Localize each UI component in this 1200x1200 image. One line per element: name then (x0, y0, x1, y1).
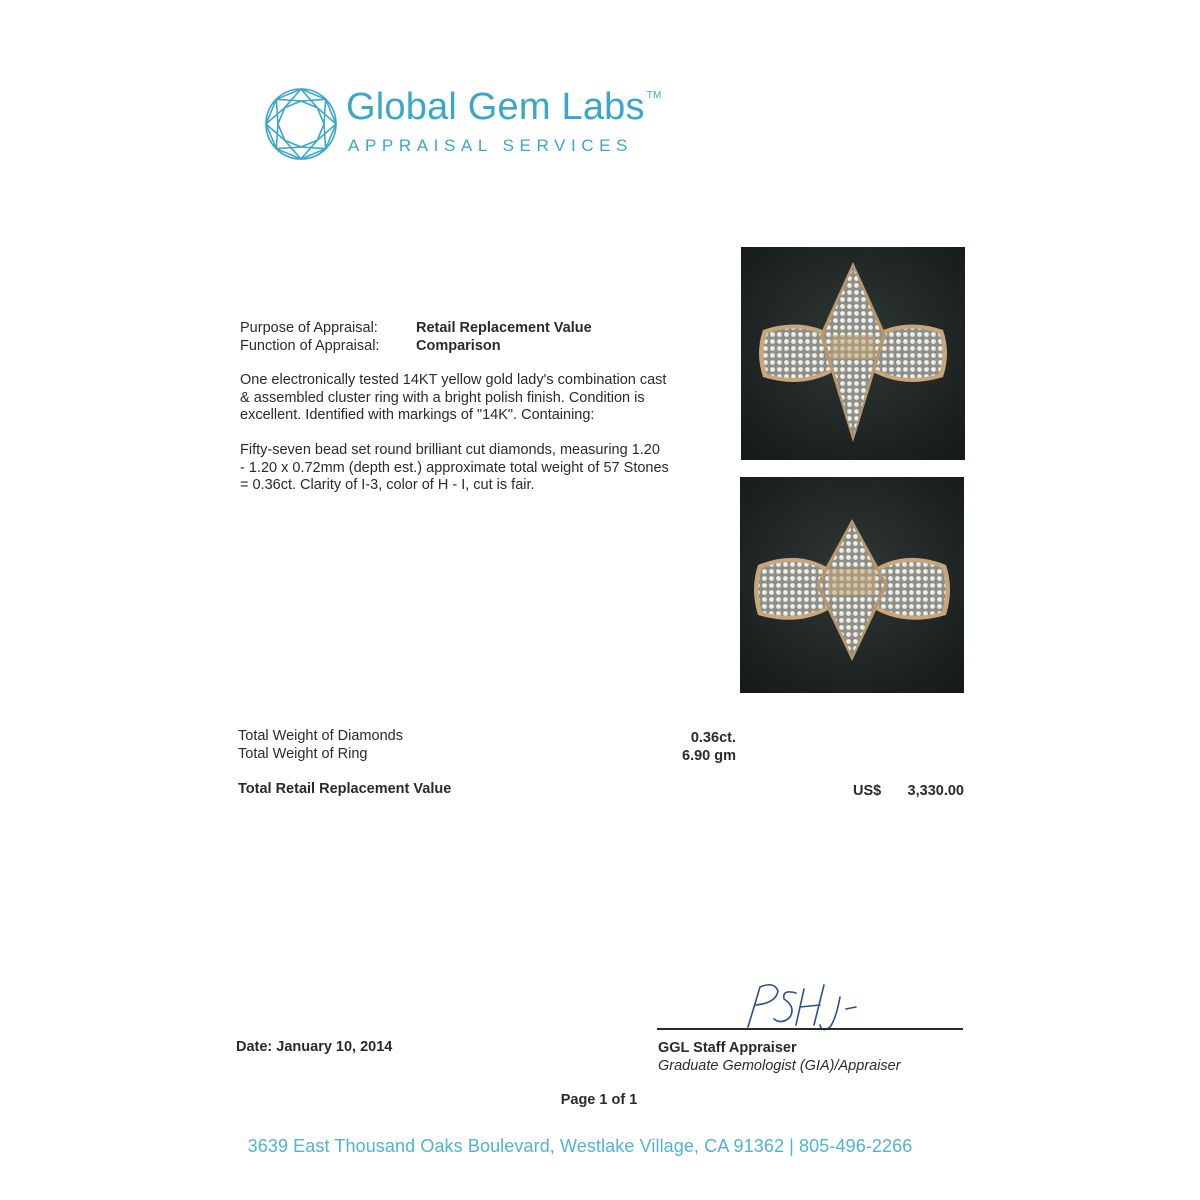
stones-line: - 1.20 x 0.72mm (depth est.) approximate total weight of 57 Stones (240, 459, 669, 476)
brand-name: Global Gem Labs ™ (346, 86, 662, 128)
function-label: Function of Appraisal: (240, 338, 380, 354)
footer-address: 3639 East Thousand Oaks Boulevard, Westlake Village, CA 91362 | 805-496-2266 (247, 1136, 913, 1156)
appraiser-signature (700, 975, 880, 1035)
signature-line (657, 1028, 963, 1030)
stones-line: Fifty-seven bead set round brilliant cut diamonds, measuring 1.20 (240, 442, 660, 458)
function-value: Comparison (416, 338, 501, 354)
retail-value-label: Total Retail Replacement Value (238, 781, 452, 797)
ring-weight-value: 6.90 gm (682, 748, 736, 764)
item-description (240, 372, 710, 425)
gem-logo-icon (263, 86, 339, 162)
brand-subtitle: APPRAISAL SERVICES (348, 136, 634, 155)
ring-photo-bottom (740, 477, 964, 693)
description-line: excellent. Identified with markings of "14K". Containing: (240, 407, 595, 423)
currency-label: US$ (853, 783, 882, 799)
appraiser-title: GGL Staff Appraiser (658, 1040, 797, 1056)
description-line: & assembled cluster ring with a bright polish finish. Condition is (240, 389, 645, 406)
stones-line: = 0.36ct. Clarity of I-3, color of H - I, cut is fair. (240, 477, 535, 493)
page-number: Page 1 of 1 (560, 1092, 638, 1108)
trademark-mark: TM (646, 90, 662, 101)
diamonds-weight-label: Total Weight of Diamonds (238, 728, 403, 744)
retail-value-amount: 3,330.00 (907, 783, 964, 799)
ring-weight-label: Total Weight of Ring (238, 746, 368, 762)
description-line: One electronically tested 14KT yellow gold lady's combination cast (240, 372, 667, 388)
appraiser-credentials: Graduate Gemologist (GIA)/Appraiser (658, 1058, 901, 1074)
stones-description (240, 442, 710, 495)
diamonds-weight-value: 0.36ct. (690, 730, 736, 746)
appraisal-date: Date: January 10, 2014 (236, 1039, 393, 1055)
ring-photo-top (741, 247, 965, 460)
purpose-label: Purpose of Appraisal: (240, 320, 378, 336)
purpose-value: Retail Replacement Value (416, 320, 592, 336)
